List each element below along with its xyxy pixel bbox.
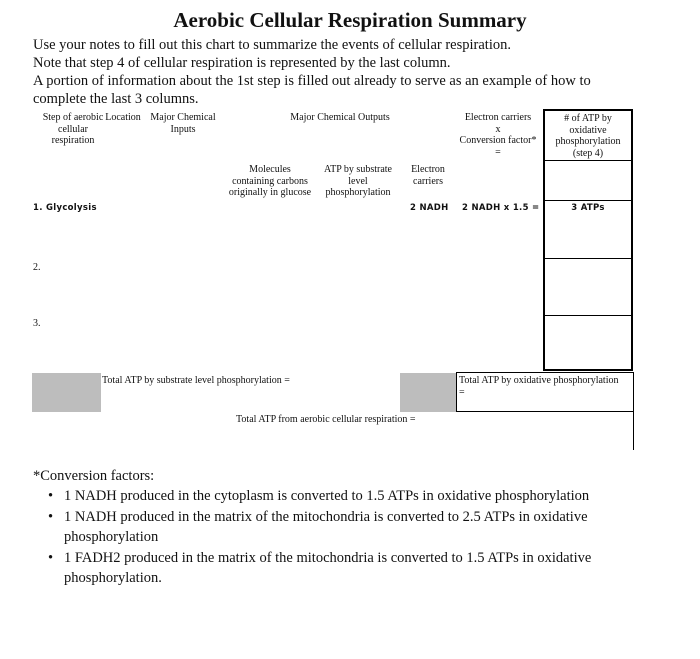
gray-block (400, 373, 457, 412)
subheader-electron-carriers: Electron carriers (411, 164, 445, 187)
aerobic-total-border (633, 412, 634, 450)
atp-divider (545, 160, 631, 161)
intro-line-1: Use your notes to fill out this chart to summarize the events of cellular respiration. (33, 37, 511, 53)
gray-block (32, 373, 101, 412)
header-inputs: Major Chemical Inputs (150, 112, 216, 135)
substrate-total-label: Total ATP by substrate level phosphorylation = (102, 375, 290, 386)
footnote-item: • 1 NADH produced in the cytoplasm is converted to 1.5 ATPs in oxidative phosphorylation (46, 486, 666, 507)
cell-electron-carriers-glycolysis[interactable]: 2 NADH (410, 203, 449, 213)
intro-line-4: complete the last 3 columns. (33, 91, 199, 107)
subheader-molecules: Molecules containing carbons originally in glucose (228, 164, 312, 198)
header-step: Step of aerobic cellular respiration (42, 112, 104, 146)
intro-line-3: A portion of information about the 1st step is filled out already to serve as an example of how to (33, 73, 591, 89)
atp-column (543, 109, 633, 371)
bullet-icon: • (48, 508, 54, 525)
footnote-item: • 1 NADH produced in the matrix of the mitochondria is converted to 2.5 ATPs in oxidative phosphorylation (48, 508, 588, 545)
header-conversion: Electron carriers x Conversion factor* = (459, 112, 537, 158)
oxidative-total-label: Total ATP by oxidative phosphorylation (459, 375, 619, 386)
atp-cell-glycolysis[interactable]: 3 ATPs (571, 203, 605, 213)
aerobic-total-label: Total ATP from aerobic cellular respiration = (236, 414, 416, 425)
oxidative-total-box[interactable] (456, 372, 634, 412)
atp-divider (545, 258, 631, 259)
subheader-substrate-atp: ATP by substrate level phosphorylation (324, 164, 392, 198)
bullet-icon: • (48, 488, 54, 504)
atp-divider (545, 315, 631, 316)
atp-divider (545, 200, 631, 201)
footnote-item: • 1 FADH2 produced in the matrix of the mitochondria is converted to 1.5 ATPs in oxidative phosphorylation. (48, 549, 592, 586)
oxidative-total-equals: = (459, 386, 465, 398)
row-label-2: 2. (33, 262, 41, 273)
substrate-total-box[interactable] (101, 373, 400, 412)
page-title: Aerobic Cellular Respiration Summary (173, 8, 527, 32)
header-outputs: Major Chemical Outputs (290, 112, 390, 123)
footnote-list (46, 486, 666, 589)
row-label-3: 3. (33, 318, 41, 329)
row-label-glycolysis: 1. Glycolysis (33, 203, 97, 213)
header-location: Location (105, 112, 141, 123)
cell-conversion-glycolysis[interactable]: 2 NADH x 1.5 = (462, 203, 540, 213)
bullet-icon: • (48, 549, 54, 566)
header-atp: # of ATP by oxidative phosphorylation (step 4) (555, 113, 621, 159)
intro-line-2: Note that step 4 of cellular respiration is represented by the last column. (33, 55, 451, 71)
footnote-heading: *Conversion factors: (33, 468, 155, 484)
